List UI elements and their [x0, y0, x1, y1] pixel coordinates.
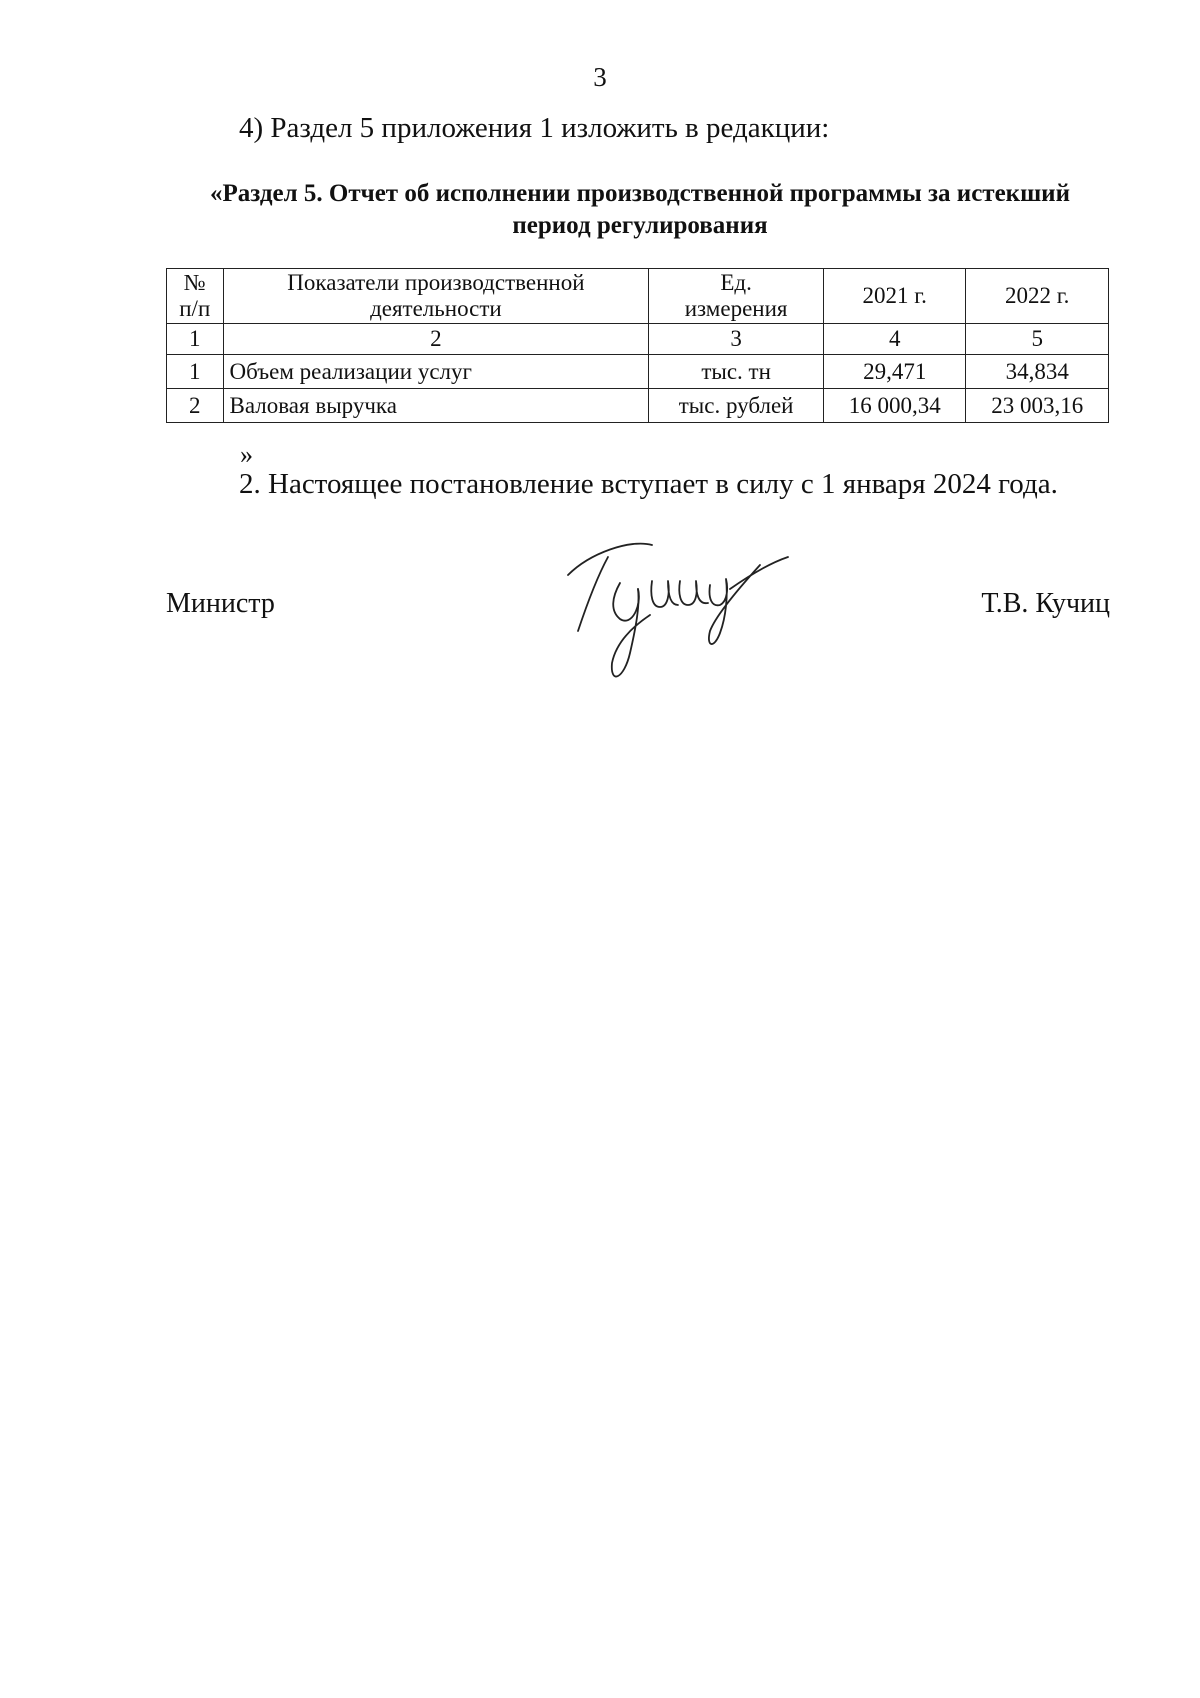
row-number: 1	[167, 355, 224, 389]
header-indicator	[223, 269, 649, 324]
section-heading-line-2: период регулирования	[512, 212, 768, 239]
row-unit: тыс. рублей	[649, 389, 824, 423]
column-number: 5	[966, 324, 1109, 355]
header-year-2022: 2022 г.	[966, 269, 1109, 324]
header-unit	[649, 269, 824, 324]
section-heading-line-1: «Раздел 5. Отчет об исполнении производственной программы за истекший	[210, 180, 1070, 207]
table-row	[167, 389, 1109, 423]
signatory-name: Т.В. Кучиц	[981, 588, 1110, 619]
handwritten-signature	[560, 535, 830, 695]
header-indicator-line-1: Показатели производственной	[287, 270, 585, 295]
header-unit-line-2: измерения	[684, 296, 788, 321]
row-indicator: Валовая выручка	[223, 389, 649, 423]
table-row	[167, 355, 1109, 389]
table-header-row	[167, 269, 1109, 324]
column-number: 4	[823, 324, 966, 355]
row-value-2021: 16 000,34	[823, 389, 966, 423]
row-unit: тыс. тн	[649, 355, 824, 389]
paragraph-2: 2. Настоящее постановление вступает в силу с 1 января 2024 года.	[239, 468, 1058, 500]
row-value-2021: 29,471	[823, 355, 966, 389]
row-value-2022: 34,834	[966, 355, 1109, 389]
row-indicator: Объем реализации услуг	[223, 355, 649, 389]
section-heading	[150, 178, 1130, 242]
header-year-2021: 2021 г.	[823, 269, 966, 324]
header-number-line-1: №	[183, 270, 206, 295]
column-number: 1	[167, 324, 224, 355]
signatory-role: Министр	[166, 588, 275, 619]
header-indicator-line-2: деятельности	[370, 296, 502, 321]
production-report-table	[166, 268, 1109, 423]
row-number: 2	[167, 389, 224, 423]
closing-quote: »	[240, 440, 253, 469]
column-number: 3	[649, 324, 824, 355]
column-number: 2	[223, 324, 649, 355]
row-value-2022: 23 003,16	[966, 389, 1109, 423]
header-number-line-2: п/п	[179, 296, 211, 321]
intro-paragraph: 4) Раздел 5 приложения 1 изложить в редакции:	[239, 112, 830, 144]
header-unit-line-1: Ед.	[720, 270, 752, 295]
header-number	[167, 269, 224, 324]
page-number: 3	[593, 62, 607, 92]
column-number-row	[167, 324, 1109, 355]
